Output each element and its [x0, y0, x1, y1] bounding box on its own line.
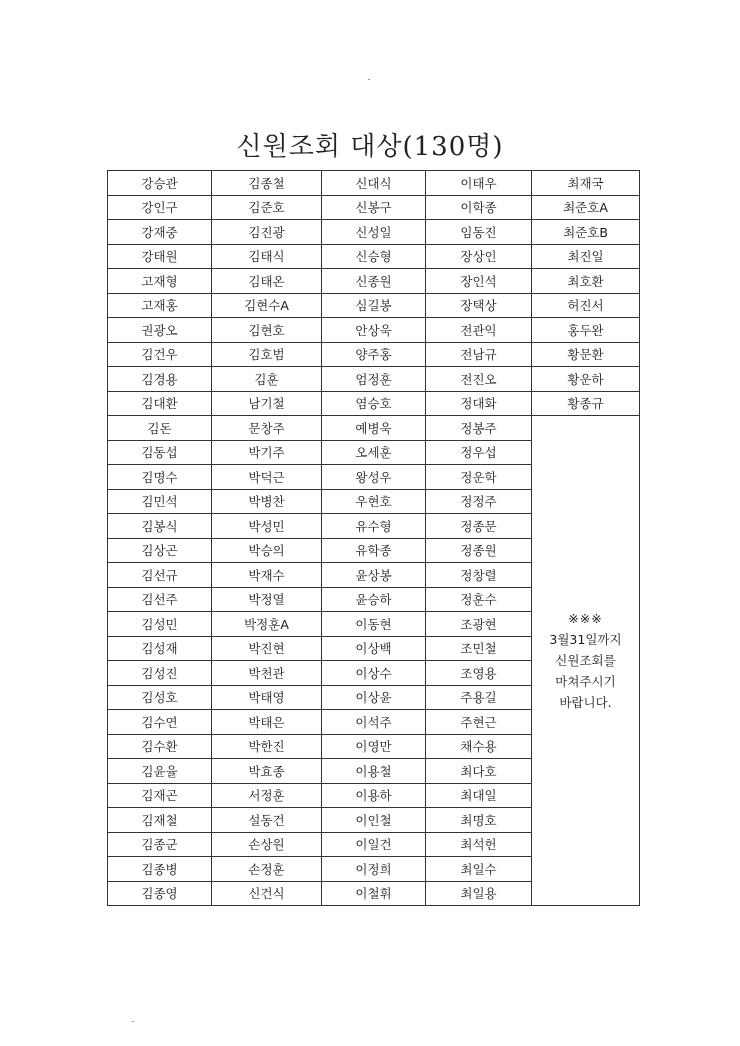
name-cell: 김태식: [212, 244, 322, 269]
name-cell: 김수환: [108, 734, 212, 759]
name-cell: 이태우: [426, 171, 532, 196]
name-cell: 박한진: [212, 734, 322, 759]
name-cell: 김명수: [108, 465, 212, 490]
table-row: [108, 416, 640, 441]
name-cell: 김태온: [212, 269, 322, 294]
name-cell: 정운학: [426, 465, 532, 490]
name-cell: 강인구: [108, 195, 212, 220]
name-cell: 황문환: [532, 342, 640, 367]
name-cell: 주용길: [426, 685, 532, 710]
name-cell: 최대일: [426, 783, 532, 808]
name-cell: 신봉구: [322, 195, 426, 220]
name-cell: 김호범: [212, 342, 322, 367]
name-cell: 김성민: [108, 612, 212, 637]
name-cell: 김성재: [108, 636, 212, 661]
name-cell: 김종군: [108, 832, 212, 857]
name-cell: 최진일: [532, 244, 640, 269]
name-cell: 장택상: [426, 293, 532, 318]
name-cell: 정훈수: [426, 587, 532, 612]
name-cell: 이영만: [322, 734, 426, 759]
name-cell: 김선주: [108, 587, 212, 612]
name-cell: 박태은: [212, 710, 322, 735]
name-cell: 이인철: [322, 808, 426, 833]
name-cell: 박진현: [212, 636, 322, 661]
name-cell: 이석주: [322, 710, 426, 735]
name-cell: 정우섭: [426, 440, 532, 465]
name-cell: 염승호: [322, 391, 426, 416]
table-row: [108, 293, 640, 318]
table-row: [108, 195, 640, 220]
name-cell: 황운하: [532, 367, 640, 392]
name-cell: 박승의: [212, 538, 322, 563]
name-cell: 황종규: [532, 391, 640, 416]
name-cell: 최재국: [532, 171, 640, 196]
name-cell: 김훈: [212, 367, 322, 392]
name-cell: 문창주: [212, 416, 322, 441]
name-cell: 정정주: [426, 489, 532, 514]
name-cell: 박태영: [212, 685, 322, 710]
name-cell: 김건우: [108, 342, 212, 367]
name-cell: 조영용: [426, 661, 532, 686]
name-cell: 정종원: [426, 538, 532, 563]
name-cell: 우현호: [322, 489, 426, 514]
name-cell: 김윤율: [108, 759, 212, 784]
name-cell: 김경용: [108, 367, 212, 392]
name-cell: 김성진: [108, 661, 212, 686]
name-cell: 서정훈: [212, 783, 322, 808]
table-row: [108, 244, 640, 269]
name-cell: 박정열: [212, 587, 322, 612]
name-cell: 김재철: [108, 808, 212, 833]
name-cell: 김대환: [108, 391, 212, 416]
name-cell: 남기철: [212, 391, 322, 416]
name-cell: 조광현: [426, 612, 532, 637]
name-cell: 최호환: [532, 269, 640, 294]
name-cell: 엄정훈: [322, 367, 426, 392]
name-cell: 김성호: [108, 685, 212, 710]
name-cell: 양주홍: [322, 342, 426, 367]
scan-speck: [132, 1021, 134, 1022]
name-cell: 손정훈: [212, 857, 322, 882]
notice-line: 바랍니다.: [559, 695, 612, 710]
name-cell: 손상원: [212, 832, 322, 857]
name-cell: 최명호: [426, 808, 532, 833]
name-cell: 예병욱: [322, 416, 426, 441]
name-cell: 강승관: [108, 171, 212, 196]
name-cell: 이용하: [322, 783, 426, 808]
table-row: [108, 318, 640, 343]
name-cell: 강태원: [108, 244, 212, 269]
name-cell: 강재중: [108, 220, 212, 245]
table-row: [108, 342, 640, 367]
name-cell: 김수연: [108, 710, 212, 735]
page-title: 신원조회 대상(130명): [236, 132, 504, 162]
name-cell: 김준호: [212, 195, 322, 220]
name-cell: 이상백: [322, 636, 426, 661]
name-cell: 이상수: [322, 661, 426, 686]
name-cell: 신종원: [322, 269, 426, 294]
name-cell: 최준호A: [532, 195, 640, 220]
name-cell: 유수형: [322, 514, 426, 539]
name-cell: 최다호: [426, 759, 532, 784]
table-row: [108, 171, 640, 196]
name-cell: 정종문: [426, 514, 532, 539]
name-cell: 박효종: [212, 759, 322, 784]
name-cell: 이용철: [322, 759, 426, 784]
name-cell: 전관익: [426, 318, 532, 343]
name-cell: 최일수: [426, 857, 532, 882]
name-cell: 김동섭: [108, 440, 212, 465]
name-cell: 고재형: [108, 269, 212, 294]
name-cell: 허진서: [532, 293, 640, 318]
name-cell: 설동건: [212, 808, 322, 833]
name-cell: 김선규: [108, 563, 212, 588]
name-cell: 김종철: [212, 171, 322, 196]
name-cell: 안상욱: [322, 318, 426, 343]
name-cell: 주현근: [426, 710, 532, 735]
name-cell: 김현호: [212, 318, 322, 343]
name-cell: 조민철: [426, 636, 532, 661]
name-cell: 박덕근: [212, 465, 322, 490]
name-cell: 최일용: [426, 881, 532, 906]
name-cell: 박재수: [212, 563, 322, 588]
name-cell: 신승형: [322, 244, 426, 269]
table-row: [108, 220, 640, 245]
name-cell: 홍두완: [532, 318, 640, 343]
name-cell: 이상윤: [322, 685, 426, 710]
name-cell: 박성민: [212, 514, 322, 539]
roster-body: [108, 171, 640, 906]
name-cell: 박천관: [212, 661, 322, 686]
notice-line: 신원조회를: [555, 653, 616, 668]
table-row: [108, 269, 640, 294]
name-cell: 김재곤: [108, 783, 212, 808]
name-cell: 김돈: [108, 416, 212, 441]
name-cell: 최석헌: [426, 832, 532, 857]
name-cell: 임동진: [426, 220, 532, 245]
name-cell: 오세훈: [322, 440, 426, 465]
name-cell: 박병찬: [212, 489, 322, 514]
name-cell: 신성일: [322, 220, 426, 245]
notice-cell: [532, 416, 640, 906]
name-cell: 전진오: [426, 367, 532, 392]
notice-line: 마쳐주시기: [555, 674, 616, 689]
table-row: [108, 391, 640, 416]
name-cell: 이동현: [322, 612, 426, 637]
table-row: [108, 367, 640, 392]
name-cell: 정봉주: [426, 416, 532, 441]
name-cell: 이정희: [322, 857, 426, 882]
name-cell: 정대화: [426, 391, 532, 416]
name-cell: 신건식: [212, 881, 322, 906]
name-cell: 김봉식: [108, 514, 212, 539]
name-cell: 김종병: [108, 857, 212, 882]
name-cell: 장상인: [426, 244, 532, 269]
name-cell: 윤승하: [322, 587, 426, 612]
notice-marks: ※※※: [568, 611, 603, 626]
name-cell: 이학종: [426, 195, 532, 220]
name-cell: 김종영: [108, 881, 212, 906]
name-cell: 박기주: [212, 440, 322, 465]
name-cell: 김민석: [108, 489, 212, 514]
name-cell: 권광오: [108, 318, 212, 343]
name-cell: 유학종: [322, 538, 426, 563]
name-cell: 정창렬: [426, 563, 532, 588]
name-cell: 김상곤: [108, 538, 212, 563]
name-cell: 왕성우: [322, 465, 426, 490]
roster-table: [107, 170, 640, 906]
name-cell: 최준호B: [532, 220, 640, 245]
name-cell: 장인석: [426, 269, 532, 294]
name-cell: 이일건: [322, 832, 426, 857]
notice-line: 3월31일까지: [549, 632, 622, 647]
name-cell: 고재홍: [108, 293, 212, 318]
name-cell: 박정훈A: [212, 612, 322, 637]
name-cell: 윤상봉: [322, 563, 426, 588]
name-cell: 전남규: [426, 342, 532, 367]
name-cell: 신대식: [322, 171, 426, 196]
name-cell: 김진광: [212, 220, 322, 245]
name-cell: 심길봉: [322, 293, 426, 318]
name-cell: 김현수A: [212, 293, 322, 318]
name-cell: 이철휘: [322, 881, 426, 906]
scan-speck: [368, 79, 370, 80]
name-cell: 채수용: [426, 734, 532, 759]
